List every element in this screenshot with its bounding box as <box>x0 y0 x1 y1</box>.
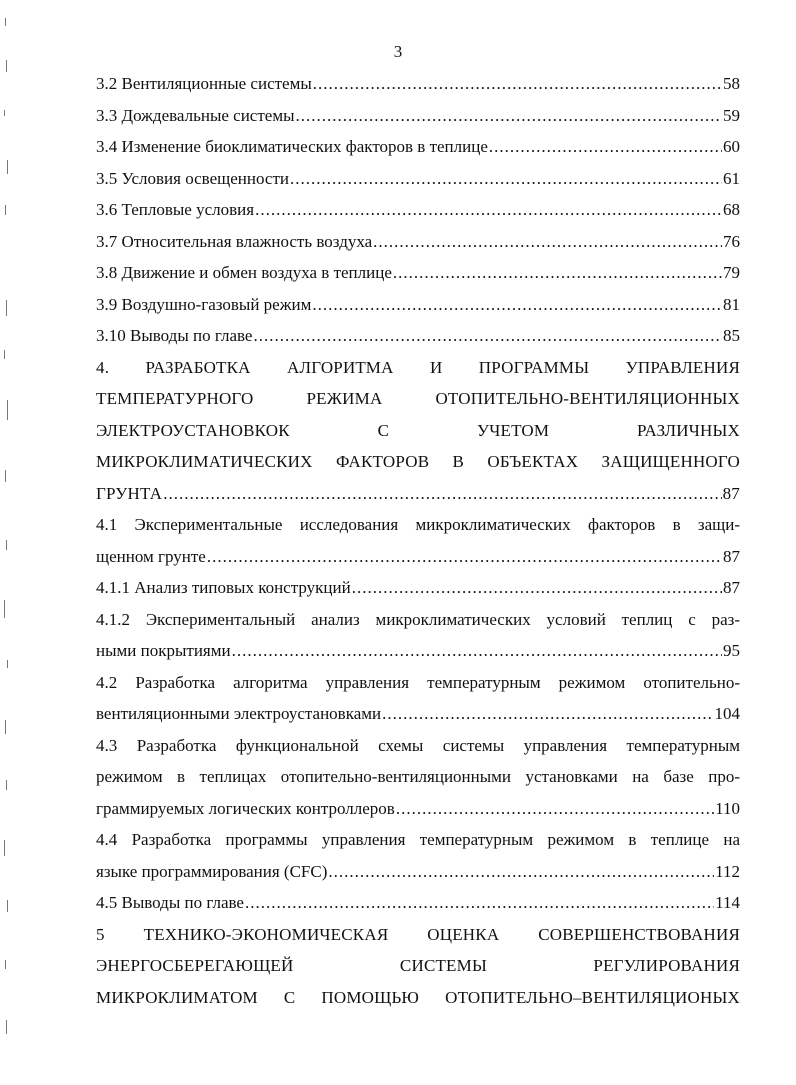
toc-entry-page: 76 <box>723 231 740 251</box>
toc-entry-page: 60 <box>723 137 740 156</box>
toc-entry-4-1-1 <box>96 572 740 604</box>
toc-entry-page: 112 <box>715 861 740 881</box>
toc-entry-line: 4.1 Экспериментальные исследования микроклиматических факторов в защи- <box>96 515 740 534</box>
toc-entry-page: 95 <box>723 641 740 660</box>
toc-entry-4-1 <box>96 509 740 572</box>
toc-entry-title: щенном грунте <box>96 546 206 566</box>
toc-entry-4-1-2 <box>96 604 740 667</box>
dot-leader <box>313 68 722 100</box>
toc-entry-last-line <box>96 698 740 730</box>
toc-entry-title: вентиляционными электроустановками <box>96 704 382 723</box>
toc-entry-3-5 <box>96 163 740 195</box>
toc-entry-page: 87 <box>723 578 740 597</box>
dot-leader <box>290 163 722 195</box>
toc-entry-last-line <box>96 856 740 888</box>
dot-leader <box>255 194 722 226</box>
dot-leader <box>373 226 722 258</box>
toc-entry-4-5 <box>96 887 740 919</box>
chapter-heading-line: ТЕМПЕРАТУРНОГО РЕЖИМА ОТОПИТЕЛЬНО-ВЕНТИЛЯЦИОННЫХ <box>96 389 740 408</box>
toc-entry-3-10 <box>96 320 740 352</box>
toc-entry-page: 81 <box>723 294 740 314</box>
chapter-heading-line: ЭЛЕКТРОУСТАНОВКОК С УЧЕТОМ РАЗЛИЧНЫХ <box>96 420 740 440</box>
toc-entry-title: 3.8 Движение и обмен воздуха в теплице <box>96 263 392 282</box>
toc-entry-title: 3.10 Выводы по главе <box>96 326 253 345</box>
toc-entry-line: 4.3 Разработка функциональной схемы системы управления температурным <box>96 735 740 755</box>
page-number: 3 <box>393 42 403 61</box>
toc-entry-3-4 <box>96 131 740 163</box>
toc-entry-page: 87 <box>723 546 740 566</box>
dot-leader <box>245 887 714 919</box>
dot-leader <box>296 100 722 132</box>
toc-entry-title: 4.1.1 Анализ типовых конструкций <box>96 578 351 597</box>
toc-entry-title: ГРУНТА <box>96 483 163 503</box>
scan-margin-noise <box>2 0 12 1085</box>
dot-leader <box>253 320 722 352</box>
dot-leader <box>328 856 714 888</box>
dot-leader <box>489 131 722 163</box>
table-of-contents <box>96 68 740 1013</box>
toc-entry-page: 58 <box>723 74 740 93</box>
toc-entry-title: ными покрытиями <box>96 641 231 660</box>
toc-entry-line: 4.2 Разработка алгоритма управления температурным режимом отопительно- <box>96 672 740 692</box>
toc-entry-3-8 <box>96 257 740 289</box>
toc-entry-page: 87 <box>722 483 740 503</box>
toc-entry-title: 3.3 Дождевальные системы <box>96 105 295 125</box>
toc-entry-page: 68 <box>723 200 740 219</box>
dot-leader <box>312 289 722 321</box>
toc-entry-page: 85 <box>723 326 740 345</box>
toc-entry-page: 61 <box>723 168 740 188</box>
toc-entry-title: 3.6 Тепловые условия <box>96 200 255 219</box>
toc-entry-last-line <box>96 793 740 825</box>
toc-entry-title: языке программирования (CFC) <box>96 861 328 881</box>
dot-leader <box>232 635 722 667</box>
toc-entry-page: 104 <box>714 704 740 723</box>
toc-entry-4-3 <box>96 730 740 825</box>
chapter-heading-last-line <box>96 478 740 510</box>
toc-entry-3-3 <box>96 100 740 132</box>
toc-entry-3-2 <box>96 68 740 100</box>
dot-leader <box>163 478 721 510</box>
toc-entry-3-6 <box>96 194 740 226</box>
toc-entry-page: 114 <box>715 893 740 912</box>
toc-entry-last-line <box>96 635 740 667</box>
toc-entry-page: 59 <box>723 105 740 125</box>
toc-entry-line: 4.4 Разработка программы управления температурным режимом в теплице на <box>96 830 740 849</box>
toc-entry-page: 79 <box>723 263 740 282</box>
toc-entry-3-9 <box>96 289 740 321</box>
toc-entry-line: 4.1.2 Экспериментальный анализ микроклиматических условий теплиц с раз- <box>96 609 740 629</box>
toc-entry-last-line <box>96 541 740 573</box>
toc-entry-title: 3.4 Изменение биоклиматических факторов в теплице <box>96 137 488 156</box>
dot-leader <box>352 572 722 604</box>
toc-entry-4-4 <box>96 824 740 887</box>
chapter-heading-line: МИКРОКЛИМАТОМ С ПОМОЩЬЮ ОТОПИТЕЛЬНО–ВЕНТИЛЯЦИОНЫХ <box>96 987 740 1007</box>
toc-entry-title: граммируемых логических контроллеров <box>96 798 395 818</box>
chapter-heading-line: 4. РАЗРАБОТКА АЛГОРИТМА И ПРОГРАММЫ УПРАВЛЕНИЯ <box>96 357 740 377</box>
toc-entry-title: 3.9 Воздушно-газовый режим <box>96 294 312 314</box>
toc-chapter-4 <box>96 352 740 510</box>
chapter-heading-line: ЭНЕРГОСБЕРЕГАЮЩЕЙ СИСТЕМЫ РЕГУЛИРОВАНИЯ <box>96 956 740 975</box>
toc-entry-4-2 <box>96 667 740 730</box>
dot-leader <box>207 541 722 573</box>
chapter-heading-line: МИКРОКЛИМАТИЧЕСКИХ ФАКТОРОВ В ОБЪЕКТАХ ЗАЩИЩЕННОГО <box>96 452 740 471</box>
toc-entry-line: режимом в теплицах отопительно-вентиляционными установками на базе про- <box>96 767 740 786</box>
toc-chapter-5 <box>96 919 740 1014</box>
toc-entry-3-7 <box>96 226 740 258</box>
dot-leader <box>393 257 722 289</box>
toc-entry-title: 3.2 Вентиляционные системы <box>96 74 312 93</box>
toc-entry-title: 4.5 Выводы по главе <box>96 893 244 912</box>
dot-leader <box>396 793 714 825</box>
toc-entry-title: 3.5 Условия освещенности <box>96 168 289 188</box>
dot-leader <box>382 698 713 730</box>
chapter-heading-line: 5 ТЕХНИКО-ЭКОНОМИЧЕСКАЯ ОЦЕНКА СОВЕРШЕНСТВОВАНИЯ <box>96 924 740 944</box>
toc-entry-title: 3.7 Относительная влажность воздуха <box>96 231 373 251</box>
toc-entry-page: 110 <box>715 798 740 818</box>
